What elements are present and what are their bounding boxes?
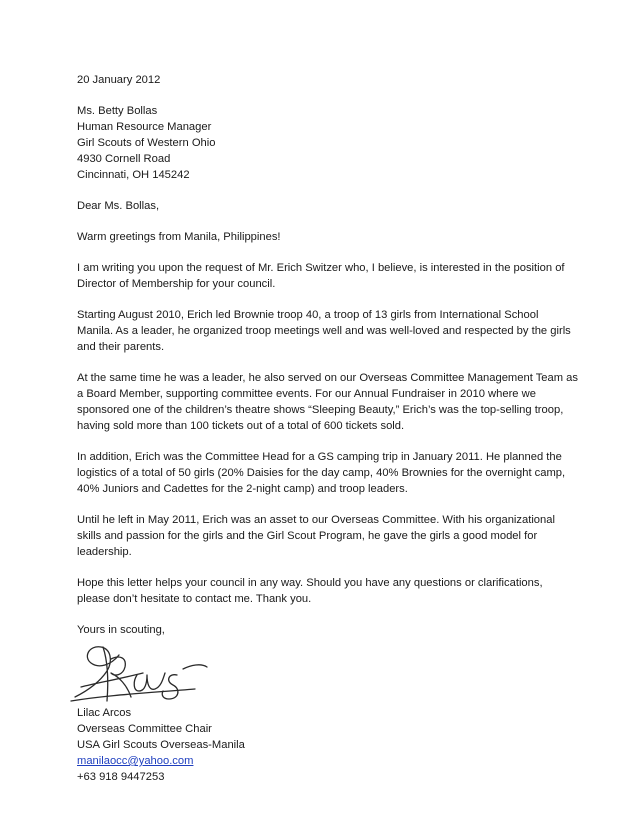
recipient-street: 4930 Cornell Road: [77, 153, 171, 165]
sender-block: [77, 705, 597, 785]
closing: [77, 622, 597, 638]
paragraph-line: 40% Juniors and Cadettes for the 2-night camp) and troop leaders.: [77, 483, 408, 495]
body-paragraph: [77, 575, 597, 607]
recipient-city: Cincinnati, OH 145242: [77, 169, 190, 181]
recipient-organization: Girl Scouts of Western Ohio: [77, 137, 216, 149]
paragraph-line: please don’t hesitate to contact me. Thank you.: [77, 593, 312, 605]
body-paragraph: [77, 260, 597, 292]
body-paragraph: [77, 229, 597, 245]
paragraph-line: At the same time he was a leader, he also served on our Overseas Committee Management Team as: [77, 372, 578, 384]
salutation-text: Dear Ms. Bollas,: [77, 200, 160, 212]
paragraph-line: and their parents.: [77, 341, 165, 353]
paragraph-line: skills and passion for the girls and the Girl Scout Program, he gave the girls a good model for: [77, 530, 538, 542]
sender-organization: USA Girl Scouts Overseas-Manila: [77, 739, 245, 751]
sender-phone: +63 918 9447253: [77, 771, 165, 783]
paragraph-line: Starting August 2010, Erich led Brownie troop 40, a troop of 13 girls from International School: [77, 309, 539, 321]
letter-paragraphs: [77, 229, 597, 607]
recipient-address: [77, 103, 597, 183]
paragraph-line: Warm greetings from Manila, Philippines!: [77, 231, 281, 243]
signature: [77, 641, 597, 705]
recipient-title: Human Resource Manager: [77, 121, 212, 133]
sender-title: Overseas Committee Chair: [77, 723, 212, 735]
body-paragraph: [77, 370, 597, 434]
body-paragraph: [77, 449, 597, 497]
body-paragraph: [77, 307, 597, 355]
date-text: 20 January 2012: [77, 74, 161, 86]
paragraph-line: Until he left in May 2011, Erich was an asset to our Overseas Committee. With his organizational: [77, 514, 555, 526]
salutation: [77, 198, 597, 214]
sender-email-link[interactable]: manilaocc@yahoo.com: [77, 755, 194, 767]
paragraph-line: I am writing you upon the request of Mr. Erich Switzer who, I believe, is interested in the position of: [77, 262, 565, 274]
paragraph-line: logistics of a total of 50 girls (20% Daisies for the day camp, 40% Brownies for the overnight camp,: [77, 467, 566, 479]
paragraph-line: Hope this letter helps your council in any way. Should you have any questions or clarifications,: [77, 577, 543, 589]
paragraph-line: a Board Member, supporting committee events. For our Annual Fundraiser in 2010 where we: [77, 388, 536, 400]
body-paragraph: [77, 512, 597, 560]
letter-date: [77, 72, 597, 88]
paragraph-line: having sold more than 100 tickets out of a total of 600 tickets sold.: [77, 420, 405, 432]
closing-text: Yours in scouting,: [77, 624, 165, 636]
paragraph-line: Director of Membership for your council.: [77, 278, 276, 290]
recipient-name: Ms. Betty Bollas: [77, 105, 158, 117]
paragraph-line: sponsored one of the children’s theatre shows “Sleeping Beauty,” Erich’s was the top-selling troop,: [77, 404, 564, 416]
sender-name: Lilac Arcos: [77, 707, 132, 719]
paragraph-line: leadership.: [77, 546, 132, 558]
letter-body: [77, 72, 597, 785]
paragraph-line: Manila. As a leader, he organized troop meetings well and was well-loved and respected by the girls: [77, 325, 571, 337]
signature-image: [67, 641, 217, 705]
paragraph-line: In addition, Erich was the Committee Head for a GS camping trip in January 2011. He planned the: [77, 451, 562, 463]
